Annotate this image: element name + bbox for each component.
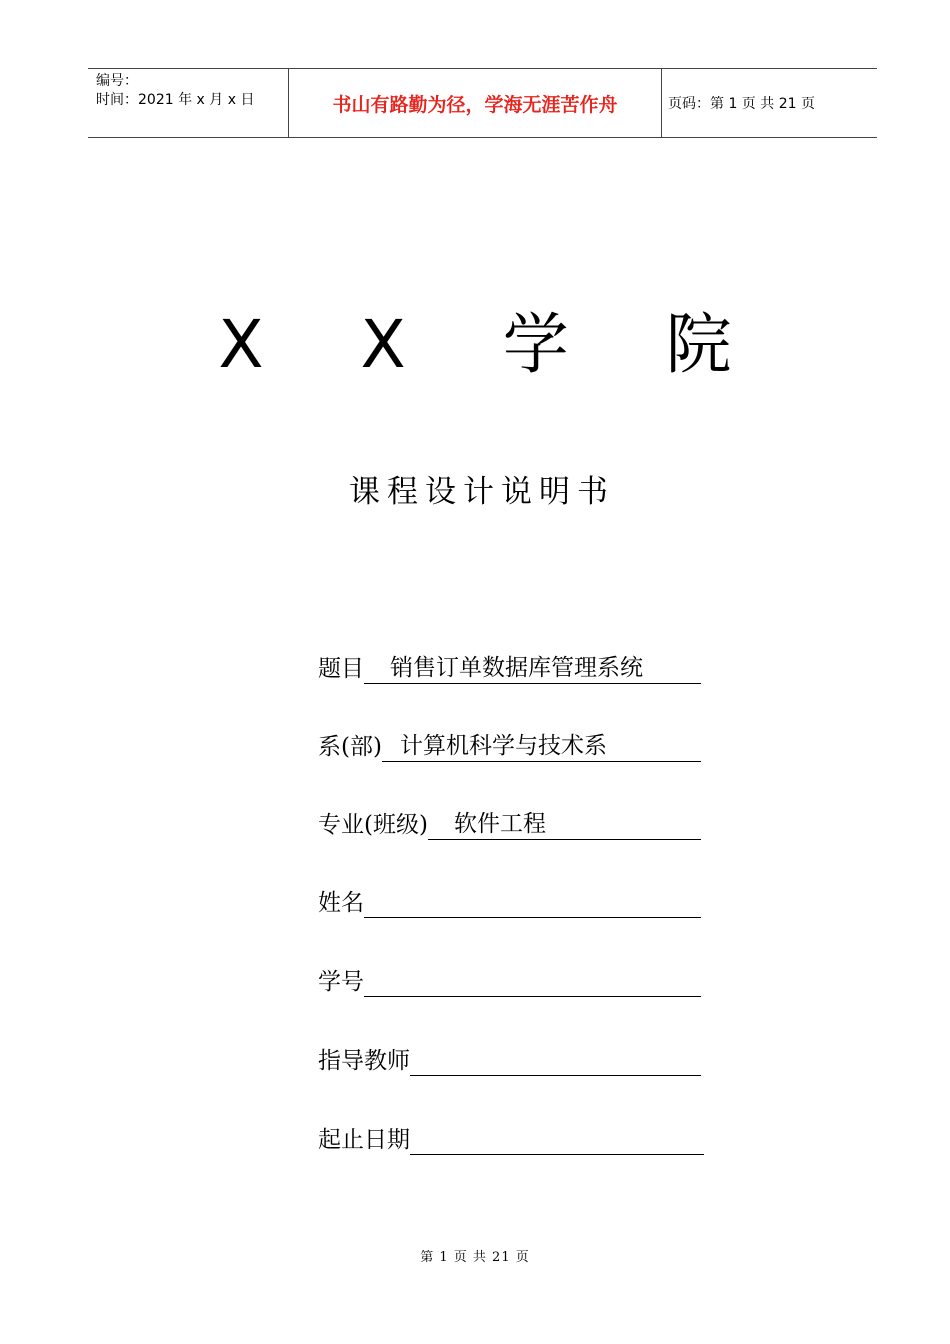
field-value-line (364, 966, 701, 997)
field-value-line (410, 1045, 701, 1076)
header-motto: 书山有路勤为径，学海无涯苦作舟 (332, 93, 618, 116)
header-divider (661, 69, 662, 137)
header-meta (96, 72, 254, 110)
field-advisor (318, 1040, 701, 1076)
document-time-label: 时间：2021 年 x 月 x 日 (96, 92, 255, 108)
field-department (318, 726, 701, 762)
school-name: X X 学 院 (218, 306, 770, 383)
field-value-line: 销售订单数据库管理系统 (364, 653, 701, 684)
field-label: 指导教师 (318, 1048, 410, 1074)
page-footer: 第 1 页 共 21 页 (420, 1250, 530, 1265)
document-number-label: 编号： (96, 73, 138, 89)
field-name (318, 882, 701, 918)
field-label: 姓名 (318, 890, 364, 916)
field-topic (318, 648, 701, 684)
field-value-line: 计算机科学与技术系 (382, 731, 701, 762)
field-major-class (318, 804, 701, 840)
field-value-line: 软件工程 (428, 809, 701, 840)
field-value-line (364, 887, 701, 918)
field-label: 专业(班级) (318, 812, 428, 838)
header-page-number: 页码：第 1 页 共 21 页 (668, 96, 815, 112)
field-value-line (410, 1124, 704, 1155)
field-label: 系(部) (318, 734, 382, 760)
field-label: 起止日期 (318, 1127, 410, 1153)
field-label: 题目 (318, 656, 364, 682)
field-label: 学号 (318, 969, 364, 995)
document-title: 课程设计说明书 (349, 474, 615, 510)
field-date-range (318, 1119, 704, 1155)
field-student-id (318, 961, 701, 997)
page-header (88, 68, 877, 138)
